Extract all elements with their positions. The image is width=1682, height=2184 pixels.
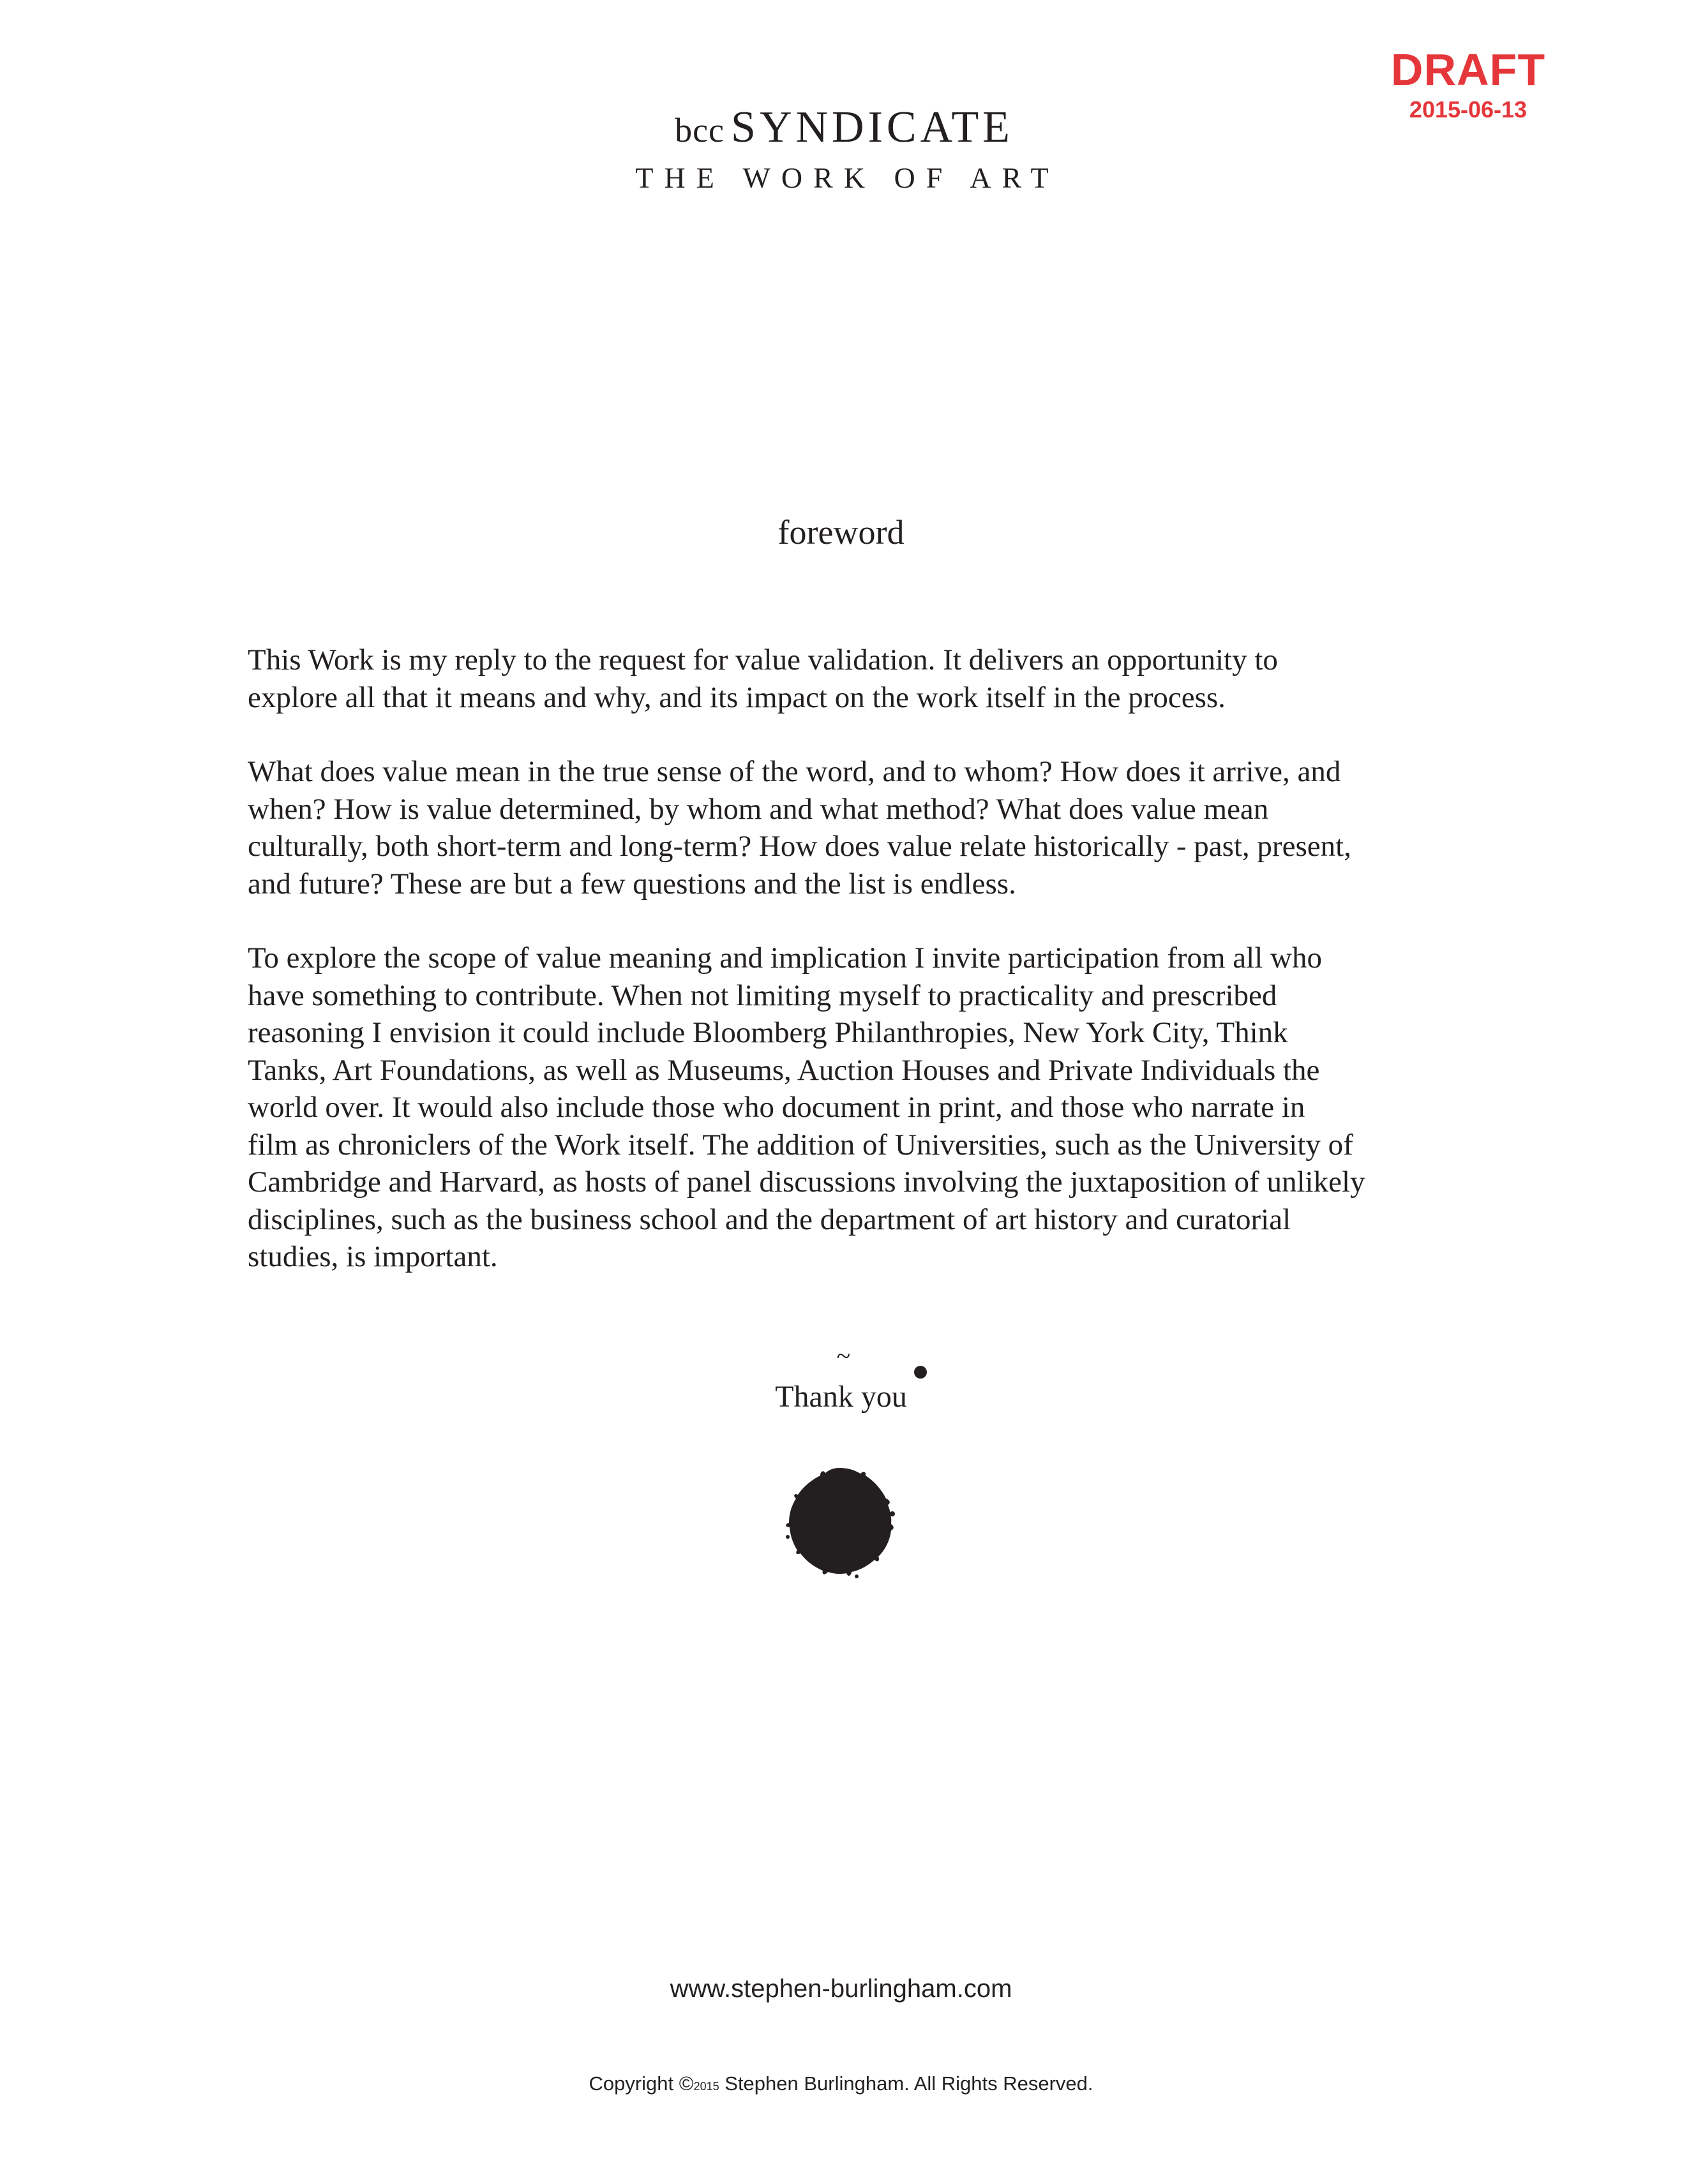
tilde-ornament: ~ [836,1342,851,1370]
section-title: foreword [777,513,905,551]
thank-you-text: Thank you [775,1380,907,1414]
draft-label: DRAFT [1390,45,1546,94]
draft-date: 2015-06-13 [1409,96,1528,123]
foreword-body [248,641,1438,1313]
paragraph-2: What does value mean in the true sense of the word, and to whom? How does it arrive, and when? How is value determined, by whom and what method? What does value mean culturally, both short-term and long-term? How does value relate historically - past, present, and future? These are but a few questions and the list is endless. [248,755,1351,901]
ink-blot-icon [779,1462,900,1583]
website-link[interactable]: www.stephen-burlingham.com [670,1975,1012,2003]
ink-dot-icon [914,1366,927,1379]
copyright-year: 2015 [693,2080,719,2093]
masthead-title [0,102,1682,156]
masthead-prefix: bcc [675,111,725,149]
masthead-name: SYNDICATE [731,103,1014,152]
copyright-prefix: Copyright © [589,2072,694,2095]
copyright-suffix: Stephen Burlingham. All Rights Reserved. [719,2072,1093,2095]
paragraph-1: This Work is my reply to the request for value validation. It delivers an opportunity to explore all that it means and why, and its impact on the work itself in the process. [248,643,1278,714]
paragraph-3: To explore the scope of value meaning and implication I invite participation from all who have something to contribute. When not limiting myself to practicality and prescribed reasoning I envision it could include Bloomberg Philanthropies, New York City, Think Tanks, Art Foundations, as well as Museums, Auction Houses and Private Individuals the world over. It would also include those who document in print, and those who narrate in film as chroniclers of the Work itself. The addition of Universities, such as the University of Cambridge and Harvard, as hosts of panel discussions involving the juxtaposition of unlikely disciplines, such as the business school and the department of art history and curatorial studies, is important. [248,941,1365,1273]
copyright-notice [0,2071,1682,2099]
masthead [0,102,1682,195]
masthead-tagline: THE WORK OF ART [635,161,1060,194]
